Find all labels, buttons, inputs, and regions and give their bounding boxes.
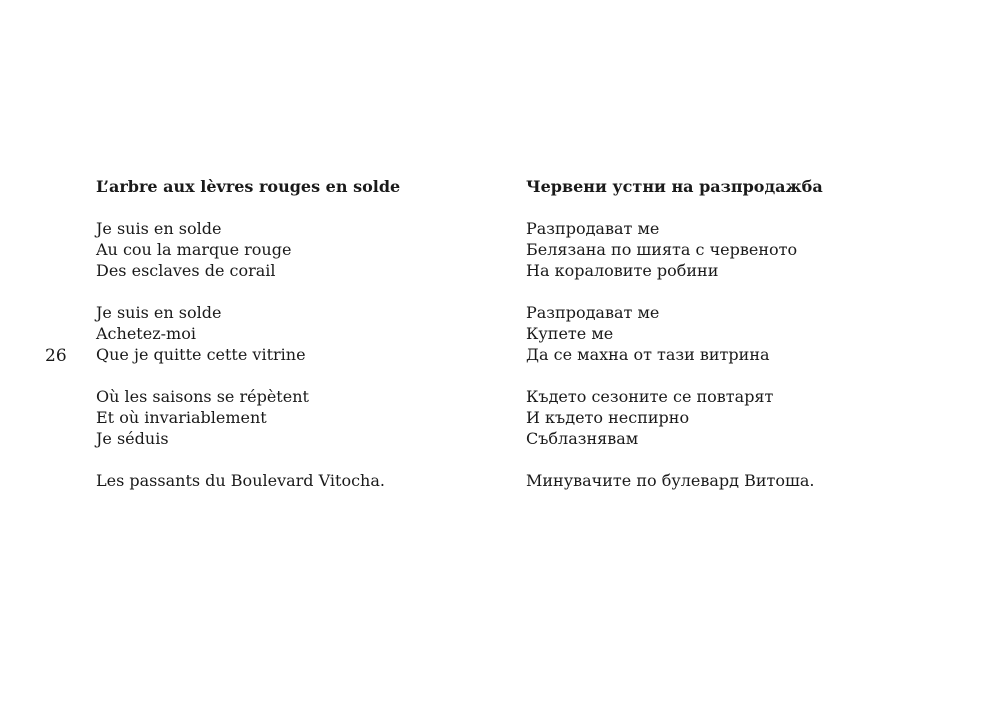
poem-line: Където сезоните се повтарят (526, 387, 774, 406)
poem-line: Que je quitte cette vitrine (96, 345, 306, 364)
poem-line: Où les saisons se répètent (96, 387, 309, 406)
poem-line: Au cou la marque rouge (96, 240, 292, 259)
poem-line: Des esclaves de corail (96, 261, 276, 280)
page-number: 26 (45, 346, 67, 366)
french-stanza-4 (96, 470, 476, 491)
poem-line: Je séduis (96, 429, 169, 448)
poem-line: Je suis en solde (96, 219, 222, 238)
poem-line: Je suis en solde (96, 303, 222, 322)
bulgarian-poem-title: Червени устни на разпродажба (526, 177, 823, 196)
bulgarian-stanza-2 (526, 302, 946, 365)
poem-line: Et où invariablement (96, 408, 267, 427)
bulgarian-stanza-1 (526, 218, 946, 281)
poem-line: На кораловите робини (526, 261, 719, 280)
french-stanza-2 (96, 302, 476, 365)
poem-line: Купете ме (526, 324, 614, 343)
poem-line: И където неспирно (526, 408, 690, 427)
bulgarian-stanza-3 (526, 386, 946, 449)
french-poem (96, 176, 476, 512)
poem-line: Белязана по шията с червеното (526, 240, 798, 259)
poem-line: Achetez-moi (96, 324, 196, 343)
french-stanza-1 (96, 218, 476, 281)
poem-line: Разпродават ме (526, 303, 660, 322)
poem-line: Съблазнявам (526, 429, 639, 448)
bulgarian-poem (526, 176, 946, 512)
poem-line: Les passants du Boulevard Vitocha. (96, 471, 385, 490)
poem-line: Разпродават ме (526, 219, 660, 238)
poem-line: Минувачите по булевард Витоша. (526, 471, 815, 490)
poem-line: Да се махна от тази витрина (526, 345, 770, 364)
bulgarian-stanza-4 (526, 470, 946, 491)
french-stanza-3 (96, 386, 476, 449)
french-poem-title: L’arbre aux lèvres rouges en solde (96, 177, 401, 196)
